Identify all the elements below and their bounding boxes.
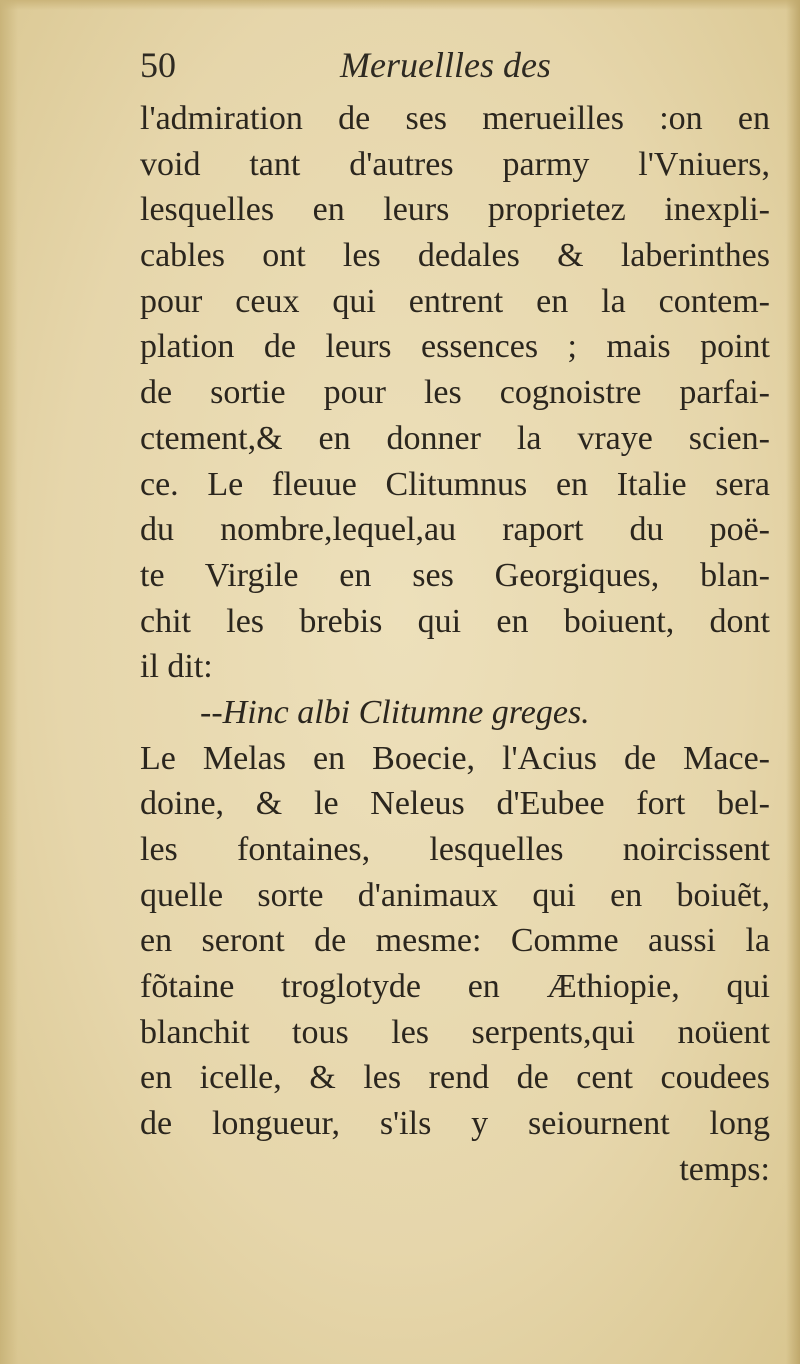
page-top-shadow <box>0 0 800 10</box>
text-line: fõtaine troglotyde en Æthiopie, qui <box>140 968 770 1006</box>
running-head: Meruellles des <box>340 45 551 85</box>
text-line: plation de leurs essences ; mais point <box>140 328 770 366</box>
text-line: Le Melas en Boecie, l'Acius de Mace- <box>140 739 770 777</box>
text-line: ctement,& en donner la vraye scien- <box>140 419 770 457</box>
page-header <box>140 44 770 94</box>
page-number: 50 <box>140 45 176 85</box>
text-line: cables ont les dedales & laberinthes <box>140 237 770 275</box>
text-line: quelle sorte d'animaux qui en boiuẽt, <box>140 876 770 914</box>
text-line: en icelle, & les rend de cent coudees <box>140 1059 770 1097</box>
text-line: doine, & le Neleus d'Eubee fort bel- <box>140 785 770 823</box>
text-line: blanchit tous les serpents,qui noüent <box>140 1013 770 1051</box>
text-line: void tant d'autres parmy l'Vniuers, <box>140 145 770 183</box>
text-line: il dit: <box>140 648 213 686</box>
text-line: te Virgile en ses Georgiques, blan- <box>140 556 770 594</box>
body-text <box>140 96 770 1193</box>
text-line: ce. Le fleuue Clitumnus en Italie sera <box>140 465 770 503</box>
text-line: de longueur, s'ils y seiournent long <box>140 1105 770 1143</box>
text-line: de sortie pour les cognoistre parfai- <box>140 374 770 412</box>
text-line: en seront de mesme: Comme aussi la <box>140 922 770 960</box>
text-line: chit les brebis qui en boiuent, dont <box>140 602 770 640</box>
text-line: lesquelles en leurs proprietez inexpli- <box>140 191 770 229</box>
text-line: pour ceux qui entrent en la contem- <box>140 282 770 320</box>
page-left-shadow <box>0 0 18 1364</box>
text-line: les fontaines, lesquelles noircissent <box>140 831 770 868</box>
catchword: temps: <box>679 1150 770 1188</box>
page-right-shadow <box>786 0 800 1364</box>
verse-quotation: --Hinc albi Clitumne greges. <box>200 693 590 731</box>
text-line: l'admiration de ses merueilles :on en <box>140 100 770 137</box>
text-line: du nombre,lequel,au raport du poë- <box>140 511 770 549</box>
